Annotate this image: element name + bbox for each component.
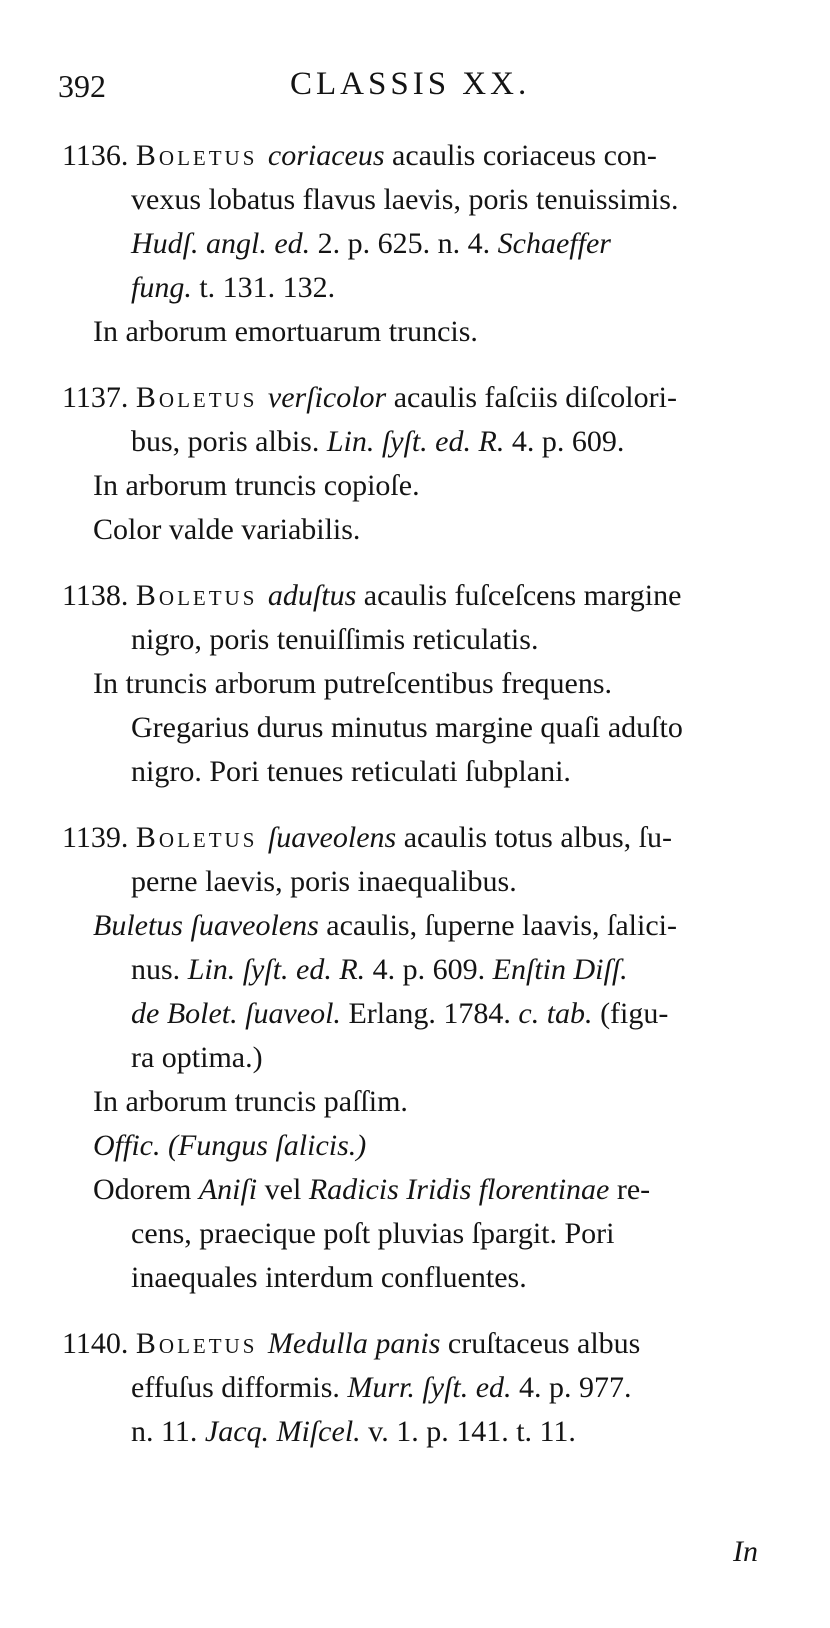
text-span: acaulis totus albus, ſu- [396, 821, 672, 854]
text-span: 1136. [62, 139, 136, 172]
entry-line [131, 1263, 527, 1293]
text-span: v. 1. p. 141. t. 11. [360, 1415, 576, 1448]
text-span: 1139. [62, 821, 136, 854]
running-head: CLASSIS XX. [290, 66, 531, 102]
text-span: n. 11. [131, 1415, 205, 1448]
entry-line [62, 1329, 640, 1359]
text-span: 1138. [62, 579, 136, 612]
text-span: Gregarius durus minutus margine quaſi aduſto [131, 711, 683, 744]
entry-line [93, 1175, 650, 1205]
text-span: Erlang. 1784. [340, 997, 519, 1030]
italic-text: Offic. (Fungus ſalicis.) [93, 1129, 367, 1162]
text-span: bus, poris albis. [131, 425, 327, 458]
entry-line [93, 669, 612, 699]
italic-text: Aniſi [198, 1173, 258, 1206]
italic-text: aduſtus [267, 579, 357, 612]
text-span: nus. [131, 953, 188, 986]
italic-text: coriaceus [267, 139, 385, 172]
entry-line [93, 471, 420, 501]
entry-line [131, 229, 611, 259]
text-span: nigro. Pori tenues reticulati ſubplani. [131, 755, 571, 788]
italic-text: de Bolet. ſuaveol. [131, 997, 341, 1030]
entry-line [131, 427, 624, 457]
entry-line [93, 911, 677, 941]
text-span: vel [257, 1173, 309, 1206]
text-span: cruſtaceus albus [440, 1327, 641, 1360]
text-span: 4. p. 609. [365, 953, 493, 986]
text-span: nigro, poris tenuiſſimis reticulatis. [131, 623, 539, 656]
text-span: inaequales interdum confluentes. [131, 1261, 527, 1294]
italic-text: Lin. ſyſt. ed. R. [187, 953, 366, 986]
entry-line [131, 1417, 576, 1447]
entry-line [131, 867, 517, 897]
text-span: 2. p. 625. n. 4. [310, 227, 498, 260]
genus-name: Boletus [135, 1327, 268, 1360]
text-span: acaulis, ſuperne laavis, ſalici- [318, 909, 677, 942]
entry-line [131, 757, 571, 787]
text-span: In arborum truncis copioſe. [93, 469, 420, 502]
entry-line [131, 999, 668, 1029]
genus-name: Boletus [135, 381, 268, 414]
italic-text: Jacq. Miſcel. [204, 1415, 361, 1448]
text-span: vexus lobatus flavus laevis, poris tenuissimis. [131, 183, 679, 216]
entry-line [62, 141, 657, 171]
text-span: (figu- [592, 997, 669, 1030]
italic-text: Radicis Iridis florentinae [308, 1173, 610, 1206]
italic-text: Medulla panis [267, 1327, 441, 1360]
italic-text: Schaeffer [497, 227, 611, 260]
italic-text: fung. [131, 271, 192, 304]
text-span: 4. p. 609. [504, 425, 625, 458]
text-span: acaulis faſciis diſcolori- [386, 381, 677, 414]
text-span: t. 131. 132. [191, 271, 336, 304]
entry-line [131, 625, 538, 655]
text-span: ra optima.) [131, 1041, 263, 1074]
italic-text: ſuaveolens [267, 821, 397, 854]
entry-line [93, 515, 360, 545]
italic-text: c. tab. [518, 997, 593, 1030]
italic-text: Lin. ſyſt. ed. R. [326, 425, 505, 458]
text-span: In arborum emortuarum truncis. [93, 315, 478, 348]
entry-line [62, 383, 677, 413]
text-span: Color valde variabilis. [93, 513, 361, 546]
genus-name: Boletus [135, 821, 268, 854]
entry-line [131, 185, 678, 215]
entry-line [93, 1087, 408, 1117]
text-span: acaulis fuſceſcens margine [356, 579, 682, 612]
italic-text: Murr. ſyſt. ed. [347, 1371, 512, 1404]
text-span: 4. p. 977. [511, 1371, 632, 1404]
genus-name: Boletus [135, 579, 268, 612]
entry-line [131, 955, 628, 985]
catchword: In [733, 1535, 758, 1568]
page-number: 392 [58, 68, 106, 104]
entry-line [131, 1219, 615, 1249]
genus-name: Boletus [135, 139, 268, 172]
italic-text: Buletus ſuaveolens [93, 909, 319, 942]
entry-line [131, 1373, 632, 1403]
text-span: 1137. [62, 381, 136, 414]
text-span: In truncis arborum putreſcentibus frequens. [93, 667, 613, 700]
entry-line [131, 713, 683, 743]
entry-line [93, 317, 478, 347]
entry-line [62, 823, 672, 853]
italic-text: verſicolor [267, 381, 387, 414]
italic-text: Enſtin Diſſ. [492, 953, 628, 986]
text-span: perne laevis, poris inaequalibus. [131, 865, 517, 898]
text-span: re- [609, 1173, 651, 1206]
text-span: 1140. [62, 1327, 136, 1360]
text-span: cens, praecique poſt pluvias ſpargit. Pori [131, 1217, 615, 1250]
text-span: effuſus difformis. [131, 1371, 348, 1404]
entry-line [131, 273, 335, 303]
entry-line [62, 581, 681, 611]
entry-line [93, 1131, 366, 1161]
text-span: In arborum truncis paſſim. [93, 1085, 408, 1118]
text-span: acaulis coriaceus con- [384, 139, 657, 172]
entry-line [131, 1043, 263, 1073]
text-span: Odorem [93, 1173, 199, 1206]
italic-text: Hudſ. angl. ed. [131, 227, 311, 260]
